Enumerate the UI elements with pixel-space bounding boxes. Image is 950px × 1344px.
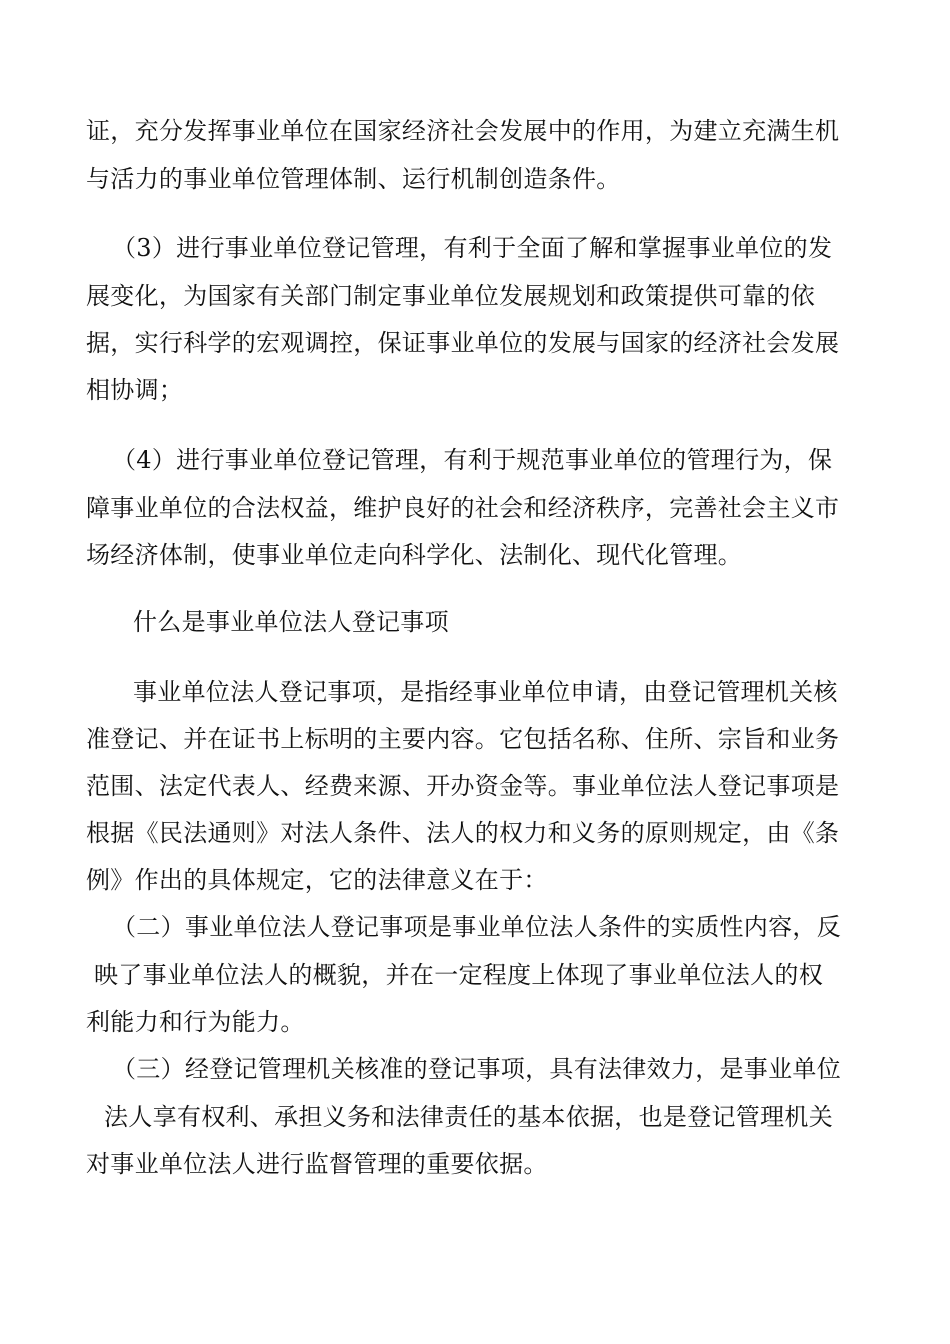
paragraph-line: 准登记、并在证书上标明的主要内容。它包括名称、住所、宗旨和业务 <box>86 725 840 753</box>
paragraph-line: 范围、法定代表人、经费来源、开办资金等。事业单位法人登记事项是 <box>86 772 840 800</box>
paragraph-line: 相协调； <box>86 376 184 404</box>
paragraph-line: 根据《民法通则》对法人条件、法人的权力和义务的原则规定，由《条 <box>86 819 840 847</box>
paragraph-line: 法人享有权利、承担义务和法律责任的基本依据，也是登记管理机关 <box>104 1103 833 1131</box>
paragraph-line: 场经济体制，使事业单位走向科学化、法制化、现代化管理。 <box>86 541 743 569</box>
paragraph-line: 例》作出的具体规定，它的法律意义在于： <box>86 866 548 894</box>
paragraph-line: 展变化，为国家有关部门制定事业单位发展规划和政策提供可靠的依 <box>86 282 815 310</box>
paragraph-line: 据，实行科学的宏观调控，保证事业单位的发展与国家的经济社会发展 <box>86 329 840 357</box>
paragraph-line: 障事业单位的合法权益，维护良好的社会和经济秩序，完善社会主义市 <box>86 494 840 522</box>
paragraph-line: 事业单位法人登记事项，是指经事业单位申请，由登记管理机关核 <box>133 678 838 706</box>
section-heading: 什么是事业单位法人登记事项 <box>133 608 449 636</box>
paragraph-line: 对事业单位法人进行监督管理的重要依据。 <box>86 1150 548 1178</box>
paragraph-line: （二）事业单位法人登记事项是事业单位法人条件的实质性内容，反 <box>112 913 841 941</box>
paragraph-line: 与活力的事业单位管理体制、运行机制创造条件。 <box>86 165 621 193</box>
paragraph-line: （三）经登记管理机关核准的登记事项，具有法律效力，是事业单位 <box>112 1055 841 1083</box>
paragraph-line: 利能力和行为能力。 <box>86 1008 305 1036</box>
paragraph-line: 映了事业单位法人的概貌，并在一定程度上体现了事业单位法人的权 <box>94 961 823 989</box>
paragraph-line: 证，充分发挥事业单位在国家经济社会发展中的作用，为建立充满生机 <box>86 117 840 145</box>
paragraph-line: （3）进行事业单位登记管理，有利于全面了解和掌握事业单位的发 <box>112 234 833 262</box>
paragraph-line: （4）进行事业单位登记管理，有利于规范事业单位的管理行为，保 <box>112 446 833 474</box>
